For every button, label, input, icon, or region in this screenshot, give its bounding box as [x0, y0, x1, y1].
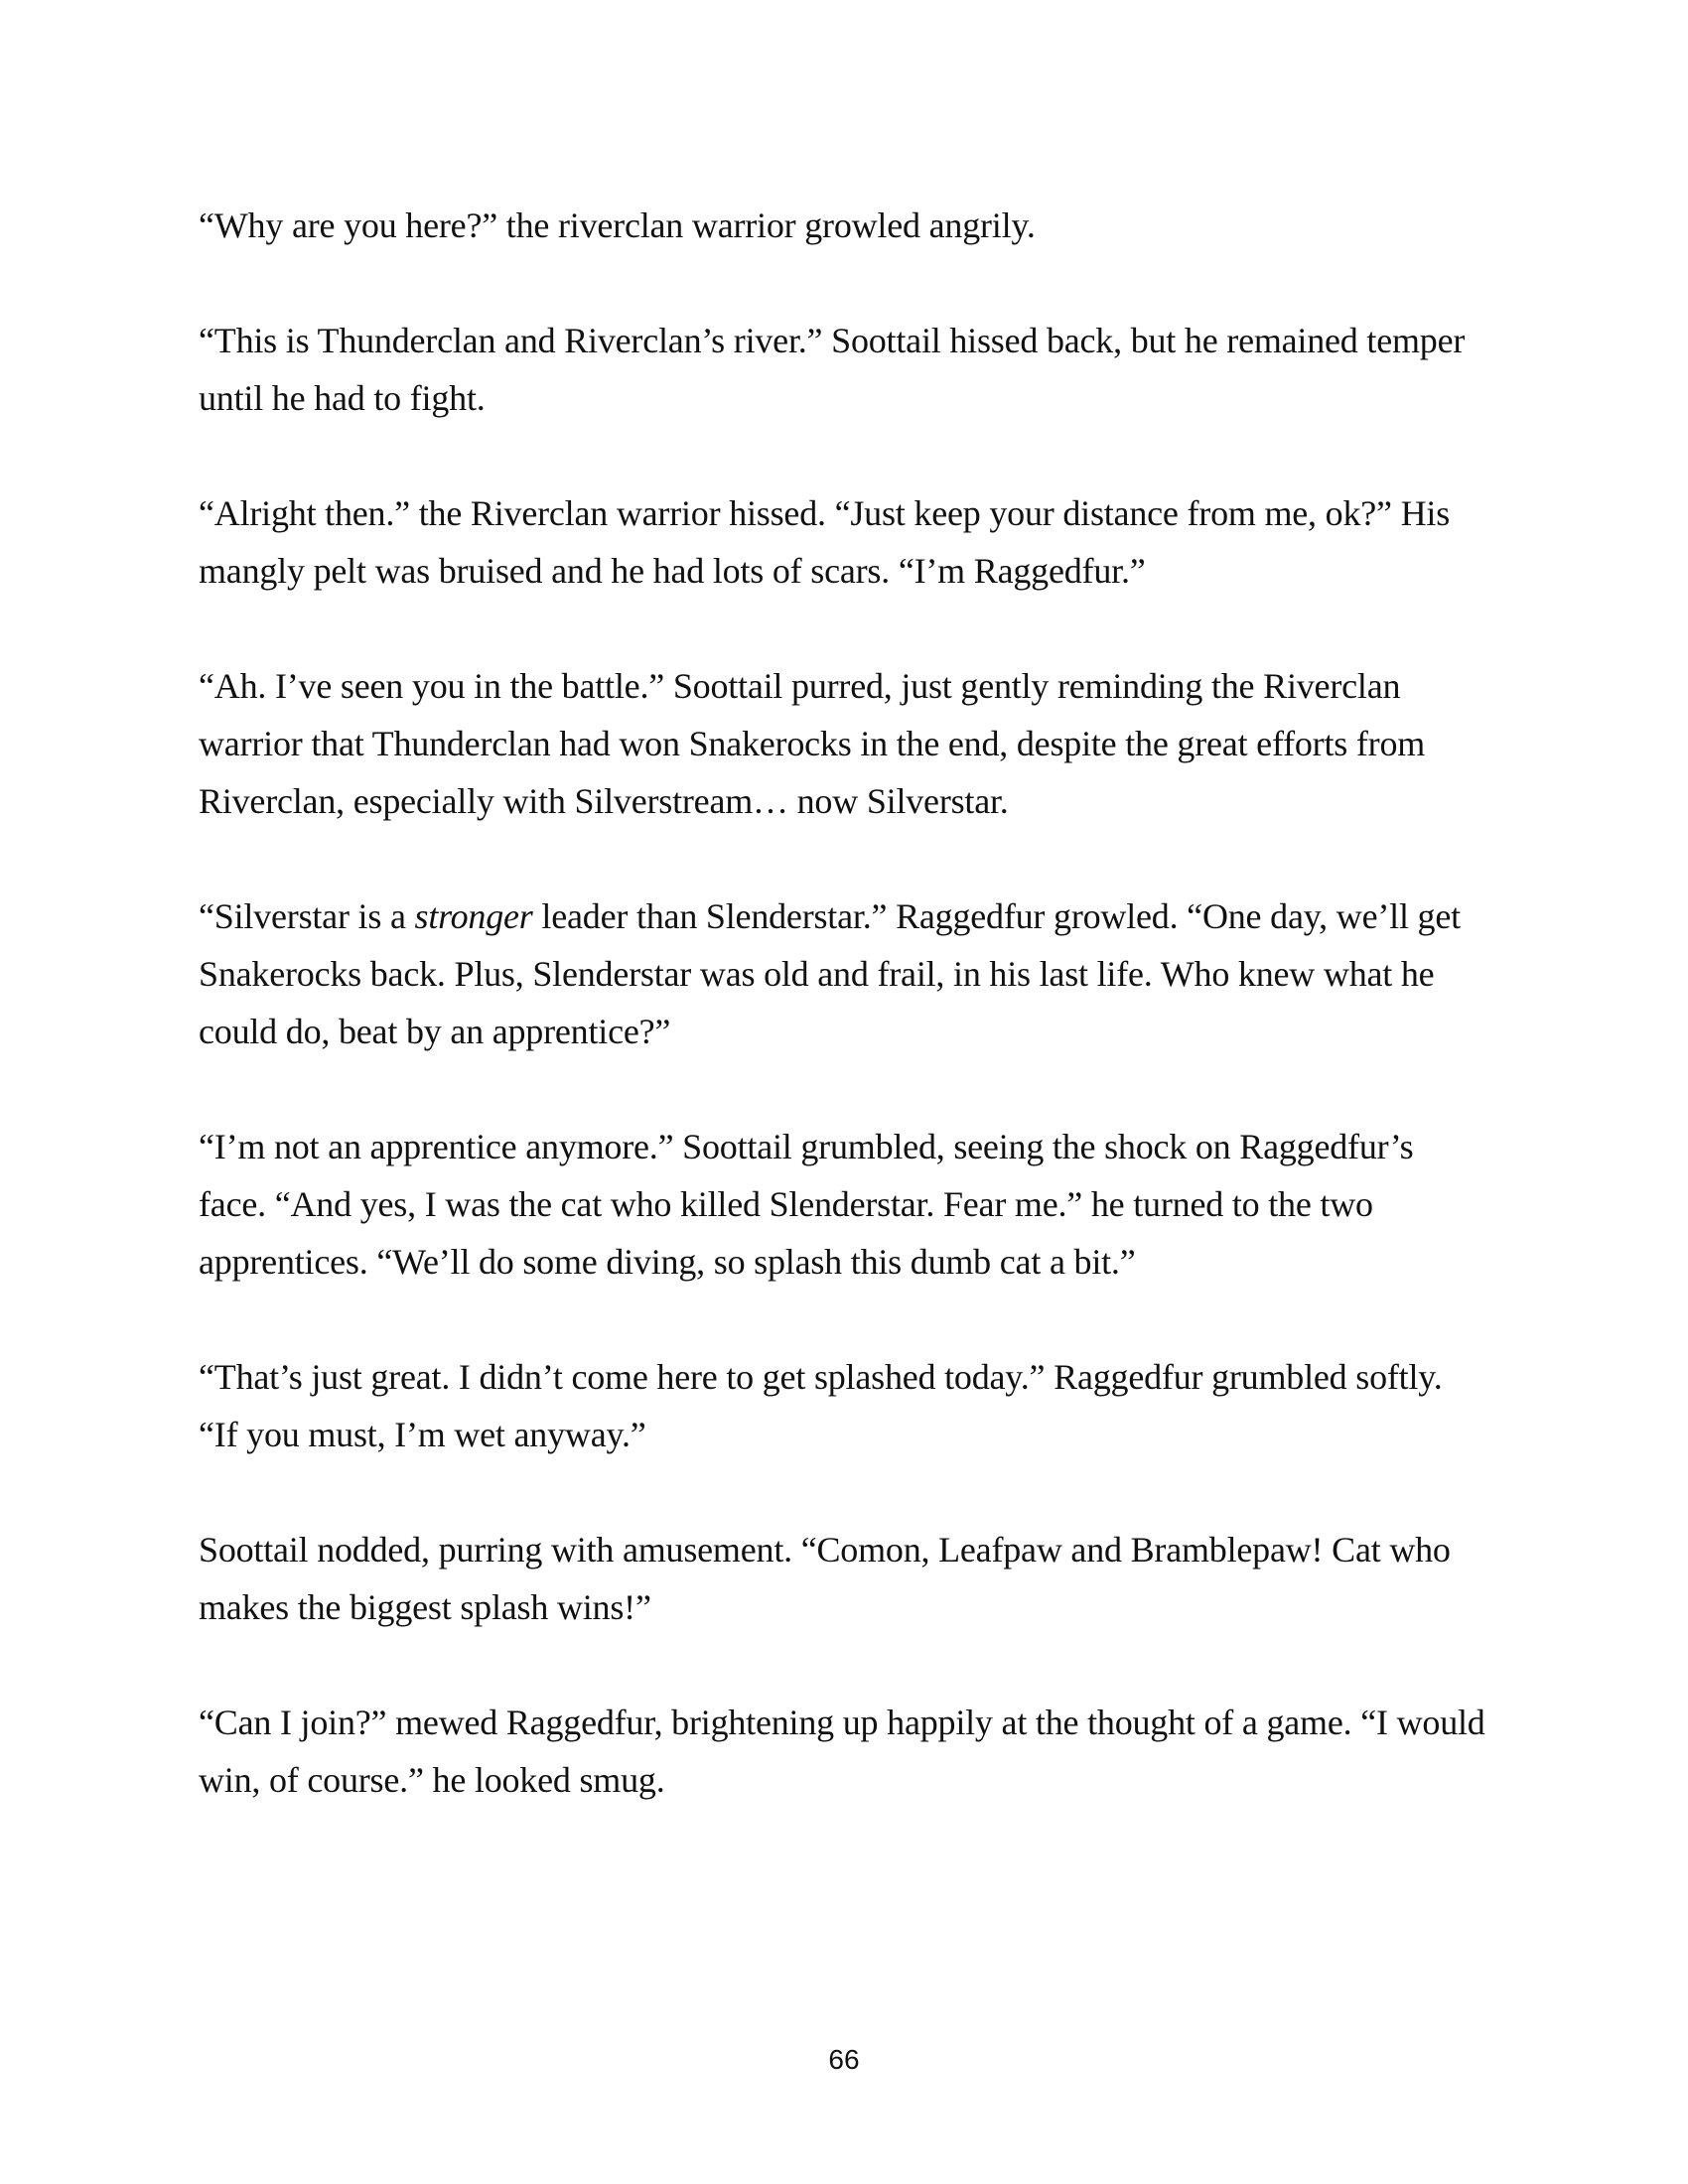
paragraph-2: “This is Thunderclan and Riverclan’s river.” Soottail hissed back, but he remained temper until he had to fight. — [199, 321, 1466, 418]
paragraph-9: “Can I join?” mewed Raggedfur, brightening up happily at the thought of a game. “I would win, of course.” he looked smug. — [199, 1703, 1485, 1800]
paragraph-4: “Ah. I’ve seen you in the battle.” Soottail purred, just gently reminding the Riverclan warrior that Thunderclan had won Snakerocks in the end, despite the great efforts from Riverclan, especially with Silverstream… now Silverstar. — [199, 666, 1426, 821]
paragraph-5 — [199, 887, 1489, 1060]
paragraph-1: “Why are you here?” the riverclan warrior growled angrily. — [199, 205, 1036, 245]
paragraph-3: “Alright then.” the Riverclan warrior hissed. “Just keep your distance from me, ok?” His mangly pelt was bruised and he had lots of scars. “I’m Raggedfur.” — [199, 493, 1451, 591]
paragraph-7: “That’s just great. I didn’t come here to get splashed today.” Raggedfur grumbled softly. “If you must, I’m wet anyway.” — [199, 1357, 1443, 1454]
paragraph-5-emphasis: stronger — [414, 896, 533, 936]
page-body — [199, 197, 1489, 1866]
paragraph-6: “I’m not an apprentice anymore.” Soottail grumbled, seeing the shock on Raggedfur’s face. “And yes, I was the cat who killed Slenderstar. Fear me.” he turned to the two apprentices. “We’ll do some diving, so splash this dumb cat a bit.” — [199, 1127, 1414, 1282]
page-number: 66 — [828, 2044, 860, 2075]
paragraph-5-before: “Silverstar is a — [199, 896, 415, 936]
paragraph-5-after: leader than Slenderstar.” Raggedfur growled. “One day, we’ll get Snakerocks back. Plus, Slenderstar was old and frail, in his last life. Who knew what he could do, beat by an apprentice?” — [199, 896, 1461, 1051]
paragraph-8: Soottail nodded, purring with amusement. “Comon, Leafpaw and Bramblepaw! Cat who makes the biggest splash wins!” — [199, 1530, 1451, 1627]
